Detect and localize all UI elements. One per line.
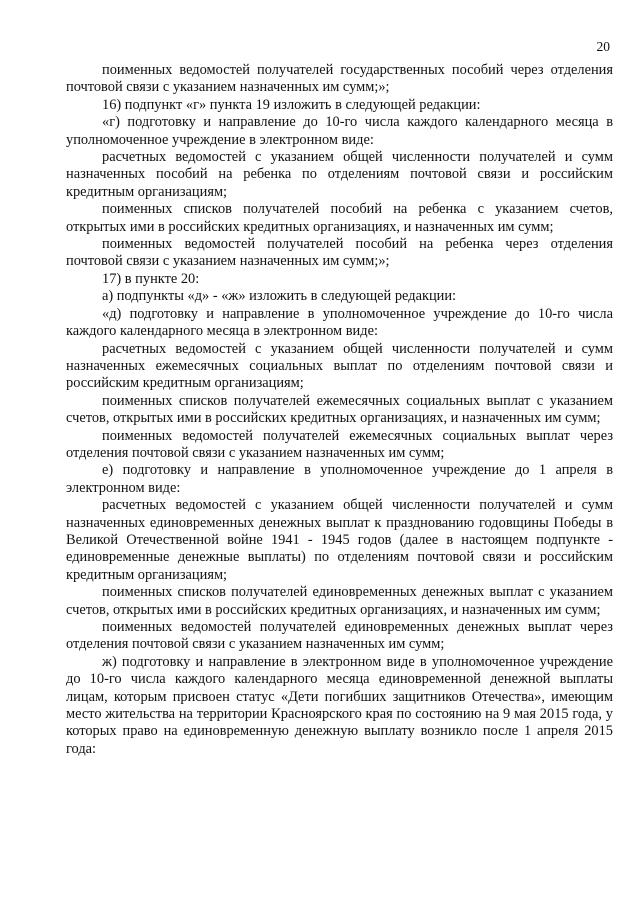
- paragraph: ж) подготовку и направление в электронном виде в уполномоченное учреждение до 10-го числа каждого календарного месяца единовременной денежной выплаты лицам, которым присвоен статус «Дети погибших защитников Отечества», имеющим место жительства на территории Красноярского края по состоянию на 9 мая 2015 года, у которых право на единовременную денежную выплату возникло после 1 апреля 2015 года:: [66, 653, 613, 757]
- document-body: [66, 62, 613, 758]
- paragraph: е) подготовку и направление в уполномоченное учреждение до 1 апреля в электронном виде:: [66, 462, 613, 496]
- paragraph: расчетных ведомостей с указанием общей численности получателей и сумм назначенных ежемесячных социальных выплат по отделениям почтовой связи и российским кредитным организациям;: [66, 340, 613, 392]
- paragraph: поименных ведомостей получателей государственных пособий через отделения почтовой связи с указанием назначенных им сумм;»;: [66, 62, 613, 96]
- paragraph: 16) подпункт «г» пункта 19 изложить в следующей редакции:: [102, 96, 481, 113]
- paragraph: поименных ведомостей получателей ежемесячных социальных выплат через отделения почтовой связи с указанием назначенных им сумм;: [66, 427, 613, 461]
- paragraph: поименных списков получателей ежемесячных социальных выплат с указанием счетов, открытых ими в российских кредитных организациях, и назначенных им сумм;: [66, 392, 613, 427]
- paragraph: поименных списков получателей пособий на ребенка с указанием счетов, открытых ими в российских кредитных организациях, и назначенных им сумм;: [66, 201, 613, 235]
- paragraph: расчетных ведомостей с указанием общей численности получателей и сумм назначенных пособий на ребенка по отделениям почтовой связи и российским кредитным организациям;: [66, 149, 613, 200]
- paragraph: 17) в пункте 20:: [102, 270, 200, 287]
- page-number: 20: [596, 39, 610, 54]
- paragraph: расчетных ведомостей с указанием общей численности получателей и сумм назначенных единовременных денежных выплат к празднованию годовщины Победы в Великой Отечественной войне 1941 - 1945 годов (далее в настоящем подпункте - единовременные денежные выплаты) по отделениям почтовой связи и российским кредитным организациям;: [66, 497, 613, 583]
- paragraph: поименных ведомостей получателей единовременных денежных выплат через отделения почтовой связи с указанием назначенных им сумм;: [66, 619, 613, 653]
- paragraph: «г) подготовку и направление до 10-го числа каждого календарного месяца в уполномоченное учреждение в электронном виде:: [66, 114, 613, 148]
- paragraph: поименных списков получателей единовременных денежных выплат с указанием счетов, открытых ими в российских кредитных организациях, и назначенных им сумм;: [66, 584, 613, 618]
- paragraph: «д) подготовку и направление в уполномоченное учреждение до 10-го числа каждого календарного месяца в электронном виде:: [66, 305, 613, 340]
- paragraph: а) подпункты «д» - «ж» изложить в следующей редакции:: [102, 288, 457, 305]
- paragraph: поименных ведомостей получателей пособий на ребенка через отделения почтовой связи с указанием назначенных им сумм;»;: [66, 236, 613, 270]
